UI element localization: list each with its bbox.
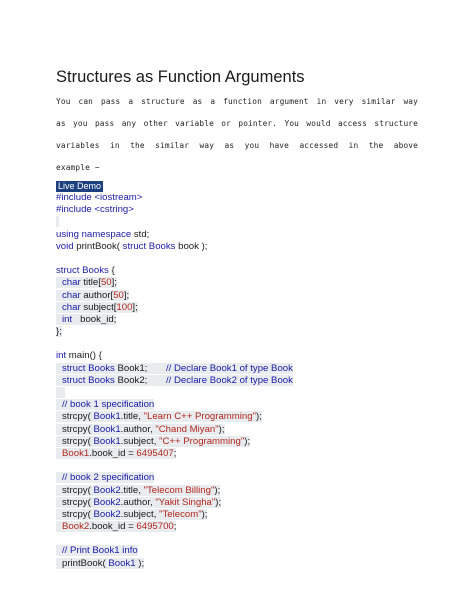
code-line-book1-subject: [56, 436, 356, 448]
code-text: );: [256, 411, 262, 423]
code-keyword: char: [62, 277, 81, 289]
code-keyword: struct Books: [56, 265, 109, 277]
code-text: Book1;: [114, 362, 166, 374]
code-line-struct-close: [56, 326, 356, 338]
code-string: "Telecom Billing": [143, 484, 215, 496]
intro-line: example −: [56, 163, 100, 172]
intro-line: You can pass a structure as a function argument in very similar way: [56, 97, 418, 106]
code-keyword: void: [56, 240, 74, 252]
page-title: Structures as Function Arguments: [56, 68, 305, 86]
code-text: strcpy(: [62, 411, 94, 423]
code-text: );: [214, 484, 221, 496]
code-line-decl-book2: [56, 375, 356, 387]
code-string: "C++ Programming": [159, 435, 245, 447]
code-line-field-author: char author[50];: [56, 290, 356, 302]
code-string: "Yakit Singha": [155, 496, 216, 508]
live-demo-link[interactable]: Live Demo: [58, 181, 102, 191]
code-line-book2-subject: [56, 509, 356, 521]
code-line-book1-author: [56, 424, 356, 436]
code-text: .title,: [120, 411, 144, 423]
code-string: "Learn C++ Programming": [143, 411, 256, 423]
intro-paragraph: [56, 95, 418, 183]
code-line-book2-title: [56, 485, 356, 497]
code-text: strcpy(: [62, 435, 94, 447]
code-line-comment-book2: [56, 472, 356, 484]
code-text: subject[: [80, 301, 117, 313]
code-keyword: using namespace: [56, 228, 132, 240]
code-comment: // Declare Book1 of type Book: [166, 362, 293, 374]
code-text: printBook(: [73, 240, 123, 252]
code-line-book1-id: [56, 448, 356, 460]
code-keyword: int: [56, 350, 67, 362]
code-line-field-bookid: [56, 314, 356, 326]
code-string: "Chand Miyan": [155, 423, 219, 435]
code-variable: Book1: [93, 411, 121, 423]
code-text: ;: [173, 447, 177, 459]
code-text: .subject,: [120, 508, 160, 520]
code-text: book_id;: [72, 313, 117, 325]
code-number: 50: [113, 289, 124, 301]
code-text: .author,: [120, 423, 156, 435]
code-text: printBook(: [62, 557, 109, 569]
code-library: <cstring>: [94, 204, 134, 216]
code-line-book2-author: [56, 497, 356, 509]
code-line-using: [56, 229, 356, 241]
code-keyword: int: [62, 313, 73, 325]
code-text: strcpy(: [62, 423, 94, 435]
code-line-decl-book1: [56, 363, 356, 375]
code-keyword: struct Books: [62, 362, 115, 374]
code-text: std;: [131, 228, 150, 240]
code-text: .book_id =: [89, 521, 137, 533]
code-text: strcpy(: [62, 496, 94, 508]
code-text: strcpy(: [62, 508, 94, 520]
code-library: <iostream>: [94, 192, 143, 203]
code-text: .book_id =: [89, 447, 137, 459]
code-text: );: [215, 496, 222, 508]
code-line-field-title: char title[50];: [56, 277, 356, 289]
code-number: 100: [116, 301, 133, 313]
code-text: .title,: [120, 484, 144, 496]
code-line-book1-title: [56, 411, 356, 423]
code-text: };: [56, 326, 62, 338]
code-variable: Book2: [93, 484, 121, 496]
code-comment: // book 2 specification: [62, 472, 155, 484]
code-comment: // Print Book1 info: [62, 545, 138, 557]
code-number: 6495700: [136, 521, 174, 533]
code-text: {: [108, 265, 115, 277]
code-line-blank: [56, 216, 356, 228]
code-comment: // book 1 specification: [62, 399, 155, 411]
code-line-book2-id: [56, 521, 356, 533]
code-text: .author,: [120, 496, 156, 508]
code-line-include-cstring: [56, 204, 356, 216]
code-comment: // Declare Book2 of type Book: [166, 374, 293, 386]
code-variable: Book1: [108, 557, 136, 569]
code-variable: Book1: [62, 447, 90, 459]
code-keyword: #include: [56, 192, 95, 203]
code-text: ;: [173, 521, 177, 533]
code-number: 6495407: [136, 447, 174, 459]
code-text: book );: [175, 240, 208, 252]
code-line-include-iostream: [56, 192, 356, 204]
code-text: );: [244, 435, 251, 447]
code-keyword: #include: [56, 204, 95, 216]
code-text: Book2;: [114, 374, 166, 386]
code-keyword: struct Books: [122, 240, 176, 252]
code-text: main() {: [66, 350, 102, 362]
code-line-comment-book1: [56, 399, 356, 411]
code-text: );: [201, 508, 208, 520]
code-variable: Book2: [62, 521, 90, 533]
code-text: author[: [80, 289, 114, 301]
code-keyword: char: [62, 289, 81, 301]
code-text: strcpy(: [62, 484, 94, 496]
code-text: );: [135, 557, 145, 569]
code-text: title[: [80, 277, 101, 289]
code-line-comment-print: [56, 545, 356, 557]
code-line-struct-open: [56, 265, 356, 277]
code-variable: Book2: [93, 508, 121, 520]
code-line-print-call: [56, 558, 356, 570]
code-variable: Book2: [93, 496, 121, 508]
intro-line: as you pass any other variable or pointer. You would access structure: [56, 119, 418, 128]
code-text: );: [218, 423, 225, 435]
code-string: "Telecom": [159, 508, 202, 520]
code-number: 50: [100, 277, 112, 289]
code-line-field-subject: char subject[100];: [56, 302, 356, 314]
intro-line: variables in the similar way as you have accessed in the above: [56, 141, 418, 150]
code-keyword: struct Books: [62, 374, 115, 386]
code-block: [56, 192, 356, 570]
code-line-blank: [56, 387, 356, 399]
code-line-prototype: [56, 241, 356, 253]
code-keyword: char: [62, 301, 81, 313]
code-variable: Book1: [93, 435, 121, 447]
code-variable: Book1: [93, 423, 121, 435]
code-line-main: [56, 350, 356, 362]
code-text: .subject,: [120, 435, 160, 447]
